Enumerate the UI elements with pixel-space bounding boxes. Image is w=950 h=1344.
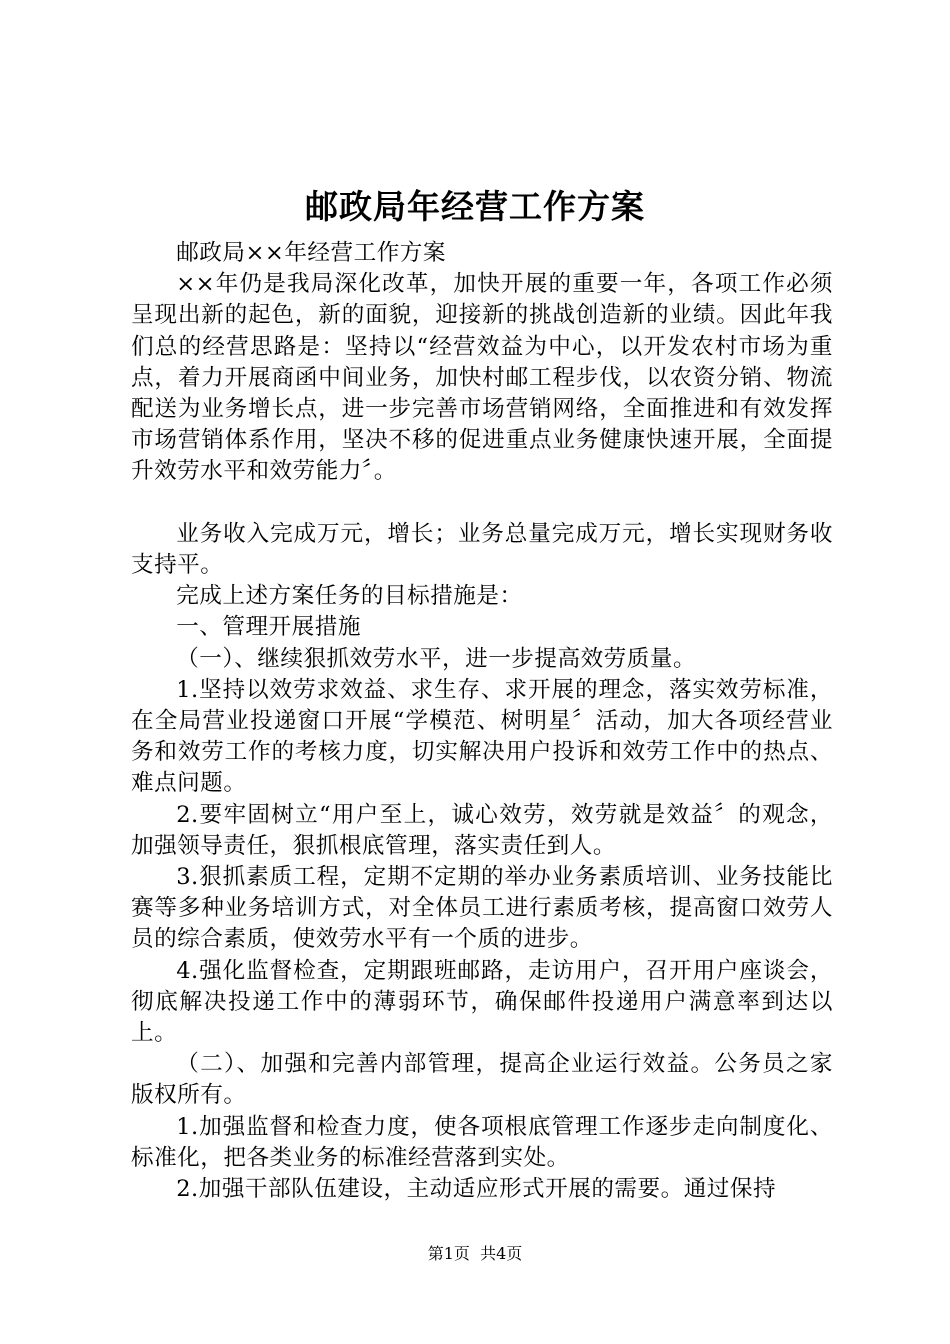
list-item: 3.狠抓素质工程，定期不定期的举办业务素质培训、业务技能比赛等多种业务培训方式，对全体员工进行素质考核，提高窗口效劳人员的综合素质，使效劳水平有一个质的进步。 <box>131 864 833 953</box>
document-title: 邮政局年经营工作方案 <box>305 187 645 226</box>
list-item: 1.坚持以效劳求效益、求生存、求开展的理念，落实效劳标准，在全局营业投递窗口开展“学模范、树明星〞活动，加大各项经营业务和效劳工作的考核力度，切实解决用户投诉和效劳工作中的热点、难点问题。 <box>131 676 833 797</box>
paragraph-intro: ××年仍是我局深化改革，加快开展的重要一年，各项工作必须呈现出新的起色，新的面貌，迎接新的挑战创造新的业绩。因此年我们总的经营思路是：坚持以“经营效益为中心，以开发农村市场为重点，着力开展商函中间业务，加快村邮工程步伐，以农资分销、物流配送为业务增长点，进一步完善市场营销网络，全面推进和有效发挥市场营销体系作用，坚决不移的促进重点业务健康快速开展，全面提升效劳水平和效劳能力〞。 <box>131 271 833 485</box>
list-item: 4.强化监督检查，定期跟班邮路，走访用户，召开用户座谈会，彻底解决投递工作中的薄弱环节，确保邮件投递用户满意率到达以上。 <box>131 957 833 1047</box>
page-total: 共4页 <box>480 1244 523 1263</box>
paragraph-subtitle: 邮政局××年经营工作方案 <box>176 240 446 266</box>
page-footer <box>0 1243 950 1265</box>
subsection-heading-2: （二）、加强和完善内部管理，提高企业运行效益。公务员之家版权所有。 <box>131 1051 833 1109</box>
list-item: 2.加强干部队伍建设，主动适应形式开展的需要。通过保持 <box>176 1176 777 1203</box>
subsection-heading-1: （一）、继续狠抓效劳水平，进一步提高效劳质量。 <box>176 645 697 672</box>
list-item: 1.加强监督和检查力度，使各项根底管理工作逐步走向制度化、标准化，把各类业务的标准经营落到实处。 <box>131 1113 833 1171</box>
section-heading-1: 一、管理开展措施 <box>176 614 361 641</box>
paragraph-targets: 业务收入完成万元，增长；业务总量完成万元，增长实现财务收支持平。 <box>131 520 833 579</box>
document-body <box>131 238 833 1205</box>
paragraph-measures-intro: 完成上述方案任务的目标措施是： <box>176 583 523 610</box>
page-number: 第1页 <box>427 1244 470 1263</box>
list-item: 2.要牢固树立“用户至上，诚心效劳，效劳就是效益〞的观念，加强领导责任，狠抓根底管理，落实责任到人。 <box>131 801 833 859</box>
